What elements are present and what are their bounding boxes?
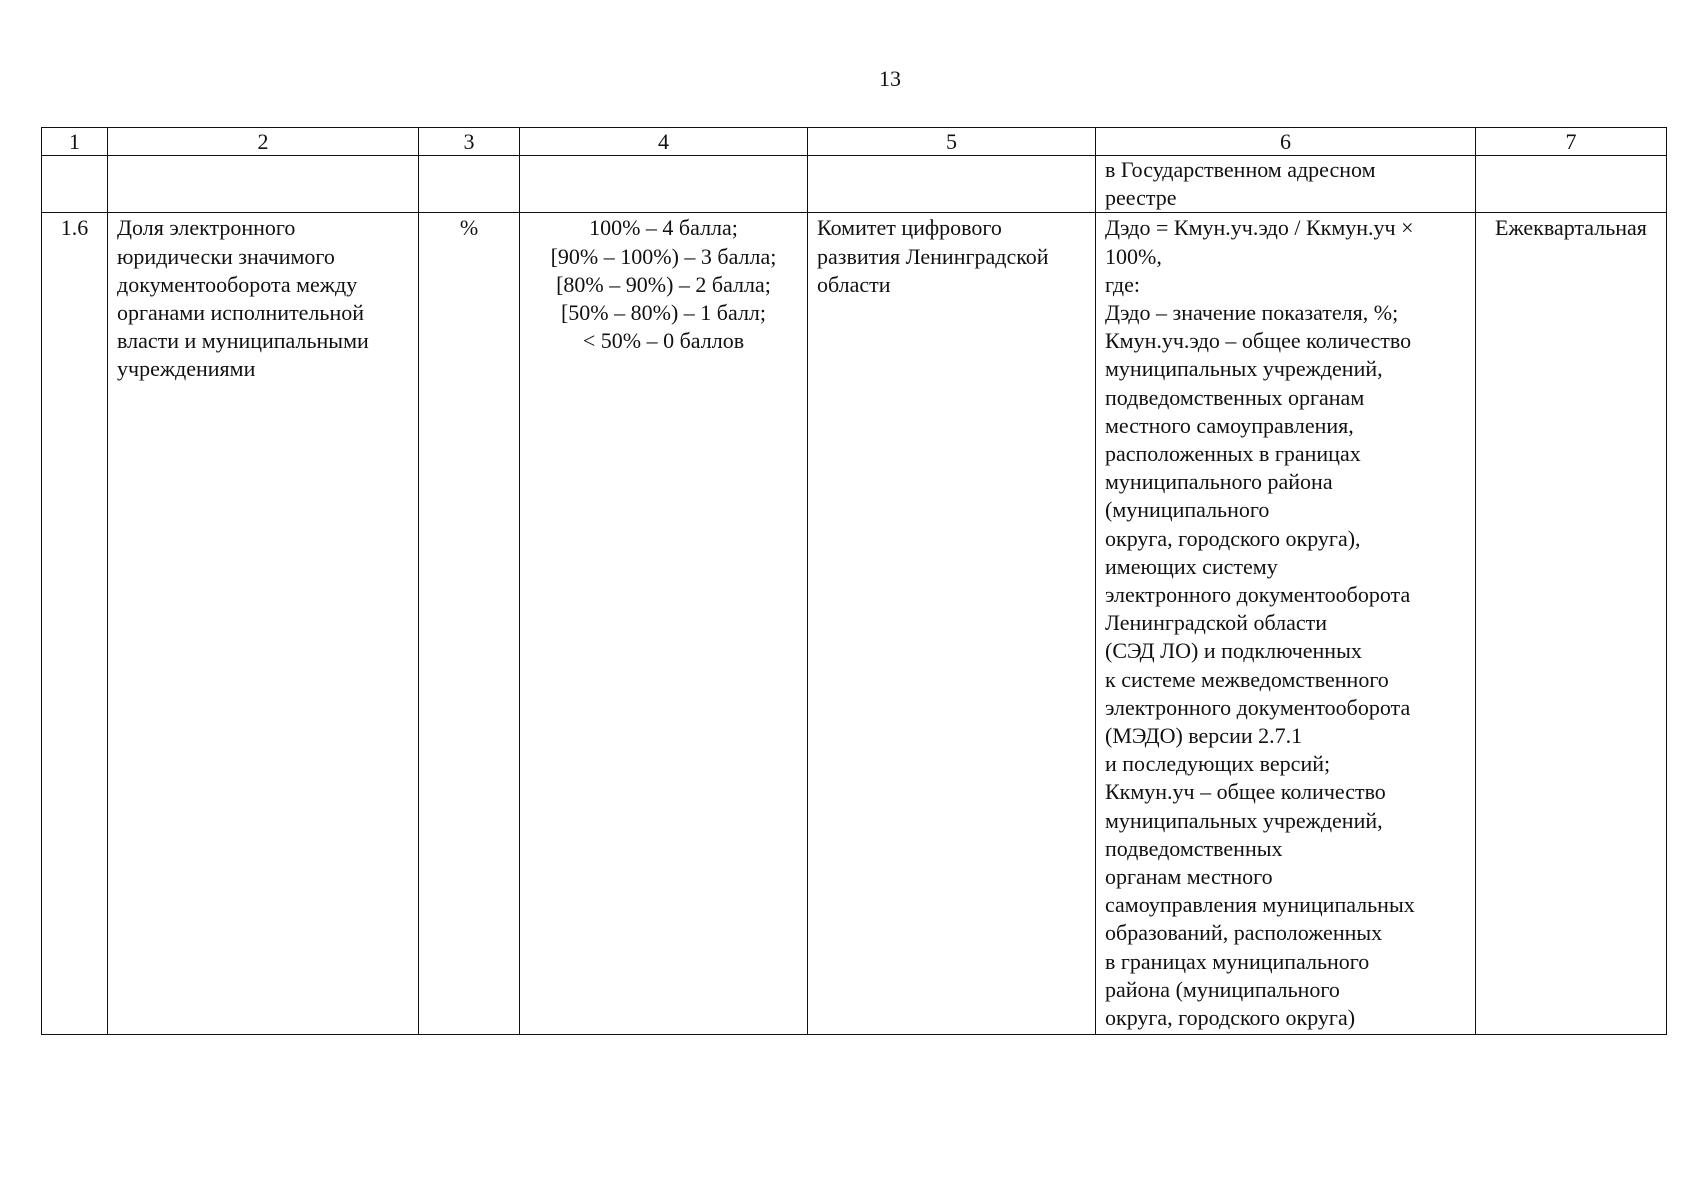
text-line: округа, городского округа),	[1105, 525, 1361, 551]
text-line: Дэдо – значение показателя, %;	[1105, 300, 1399, 326]
empty-cell	[419, 156, 520, 213]
text-line: местного самоуправления,	[1105, 412, 1354, 438]
page-number: 13	[879, 66, 901, 91]
empty-cell	[42, 156, 108, 213]
text-line: подведомственных	[1105, 835, 1283, 861]
text-line: где:	[1105, 271, 1140, 297]
column-number: 3	[419, 128, 520, 156]
continuation-row	[42, 156, 1667, 213]
column-number: 7	[1476, 128, 1667, 156]
text-line: и последующих версий;	[1105, 751, 1331, 777]
text-line: органами исполнительной	[117, 300, 365, 326]
empty-cell	[1476, 156, 1667, 213]
column-numbers-row	[42, 128, 1667, 156]
text-line: [50% – 80%) – 1 балл;	[560, 300, 767, 326]
text-line: района (муниципального	[1105, 976, 1340, 1002]
table-row	[42, 213, 1667, 1035]
text-line: учреждениями	[117, 356, 256, 382]
text-line: области	[817, 271, 891, 297]
text-line: имеющих систему	[1105, 553, 1278, 579]
empty-cell	[520, 156, 808, 213]
text-line: [80% – 90%) – 2 балла;	[556, 271, 771, 297]
column-number: 2	[108, 128, 419, 156]
continuation-text-cell	[1096, 156, 1476, 213]
text-line: [90% – 100%) – 3 балла;	[550, 243, 777, 269]
text-line: образований, расположенных	[1105, 920, 1383, 946]
periodicity-cell: Ежеквартальная	[1476, 213, 1667, 1035]
text-line: 100%,	[1105, 243, 1162, 269]
text-line: к системе межведомственного	[1105, 666, 1389, 692]
text-line: (МЭДО) версии 2.7.1	[1105, 723, 1303, 749]
text-line: < 50% – 0 баллов	[582, 328, 745, 354]
scoring-cell	[520, 213, 808, 1035]
text-line: муниципальных учреждений,	[1105, 356, 1383, 382]
text-line: власти и муниципальными	[117, 328, 369, 354]
text-line: самоуправления муниципальных	[1105, 892, 1415, 918]
text-line: муниципальных учреждений,	[1105, 807, 1383, 833]
text-line: Комитет цифрового	[817, 215, 1002, 241]
text-line: (СЭД ЛО) и подключенных	[1105, 638, 1362, 664]
text-line: Дэдо = Кмун.уч.эдо / Ккмун.уч ×	[1105, 215, 1414, 241]
text-line: юридически значимого	[117, 243, 335, 269]
text-line: электронного документооборота	[1105, 694, 1411, 720]
text-line: развития Ленинградской	[817, 243, 1049, 269]
text-line: реестре	[1105, 185, 1177, 211]
unit-cell: %	[419, 213, 520, 1035]
text-line: Доля электронного	[117, 215, 296, 241]
text-line: в границах муниципального	[1105, 948, 1370, 974]
column-number: 6	[1096, 128, 1476, 156]
text-line: 100% – 4 балла;	[589, 215, 738, 241]
text-line: муниципального района	[1105, 469, 1333, 495]
column-number: 4	[520, 128, 808, 156]
text-line: Ккмун.уч – общее количество	[1105, 779, 1386, 805]
column-number: 5	[808, 128, 1096, 156]
responsible-cell	[808, 213, 1096, 1035]
text-line: в Государственном адресном	[1105, 157, 1376, 182]
formula-cell	[1096, 213, 1476, 1035]
text-line: (муниципального	[1105, 497, 1270, 523]
text-line: Ленинградской области	[1105, 610, 1327, 636]
text-line: Кмун.уч.эдо – общее количество	[1105, 328, 1412, 354]
row-number-cell: 1.6	[42, 213, 108, 1035]
text-line: подведомственных органам	[1105, 384, 1365, 410]
empty-cell	[108, 156, 419, 213]
text-line: электронного документооборота	[1105, 582, 1411, 608]
column-number: 1	[42, 128, 108, 156]
text-line: органам местного	[1105, 864, 1273, 890]
indicators-table	[41, 127, 1667, 1035]
text-line: округа, городского округа)	[1105, 1005, 1356, 1031]
empty-cell	[808, 156, 1096, 213]
indicator-name-cell	[108, 213, 419, 1035]
text-line: документооборота между	[117, 271, 358, 297]
text-line: расположенных в границах	[1105, 441, 1361, 467]
